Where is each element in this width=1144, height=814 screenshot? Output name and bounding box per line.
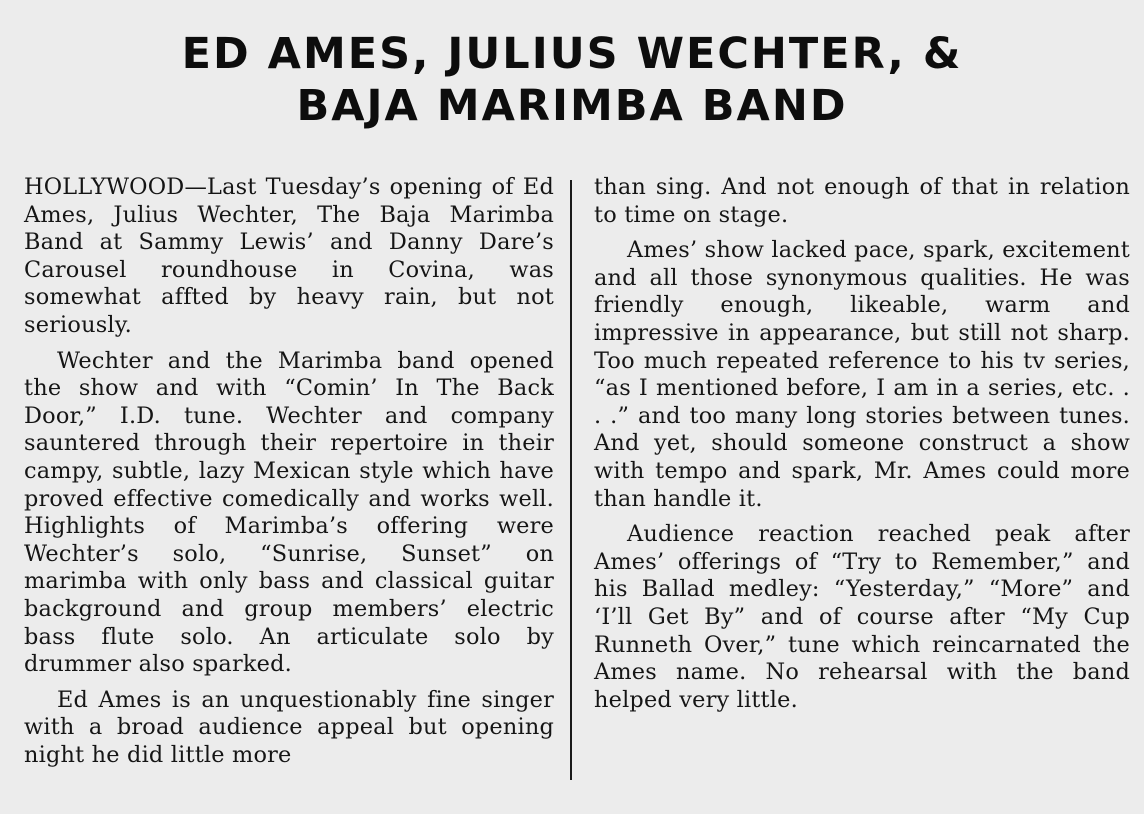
paragraph-continuation: than sing. And not enough of that in relation to time on stage. <box>594 174 1130 228</box>
paragraph-dateline: HOLLYWOOD—Last Tuesday’s opening of Ed Ames, Julius Wechter, The Baja Marimba Band at Sammy Lewis’ and Danny Dare’s Carousel roundhouse in Covina, was somewhat affted by heavy rain, but not seriously. <box>24 174 554 338</box>
right-column <box>594 174 1130 722</box>
headline <box>0 28 1144 132</box>
paragraph-ed-ames-intro: Ed Ames is an unquestionably fine singer with a broad audience appeal but opening night he did little more <box>24 686 554 768</box>
column-divider <box>570 180 572 780</box>
paragraph-audience-reaction: Audience reaction reached peak after Ames’ offerings of “Try to Remember,” and his Ballad medley: “Yesterday,” “More” and ‘I’ll Get By” and of course after “My Cup Runneth Over,” tune which reincarnated the Ames name. No rehearsal with the band helped very little. <box>594 521 1130 713</box>
paragraph-wechter: Wechter and the Marimba band opened the show and with “Comin’ In The Back Door,” I.D. tune. Wechter and company sauntered through their repertoire in their campy, subtle, lazy Mexican style which have proved effective comedically and works well. Highlights of Marimba’s offering were Wechter’s solo, “Sunrise, Sunset” on marimba with only bass and classical guitar background and group members’ electric bass flute solo. An articulate solo by drummer also sparked. <box>24 347 554 678</box>
paragraph-show-review: Ames’ show lacked pace, spark, excitement and all those synonymous qualities. He was friendly enough, likeable, warm and impressive in appearance, but still not sharp. Too much repeated reference to his tv series, “as I mentioned before, I am in a series, etc. . . .” and too many long stories between tunes. And yet, should someone construct a show with tempo and spark, Mr. Ames could more than handle it. <box>594 237 1130 512</box>
headline-line-1: ED AMES, JULIUS WECHTER, & <box>181 29 963 79</box>
headline-line-2: BAJA MARIMBA BAND <box>296 81 848 131</box>
left-column <box>24 174 554 777</box>
